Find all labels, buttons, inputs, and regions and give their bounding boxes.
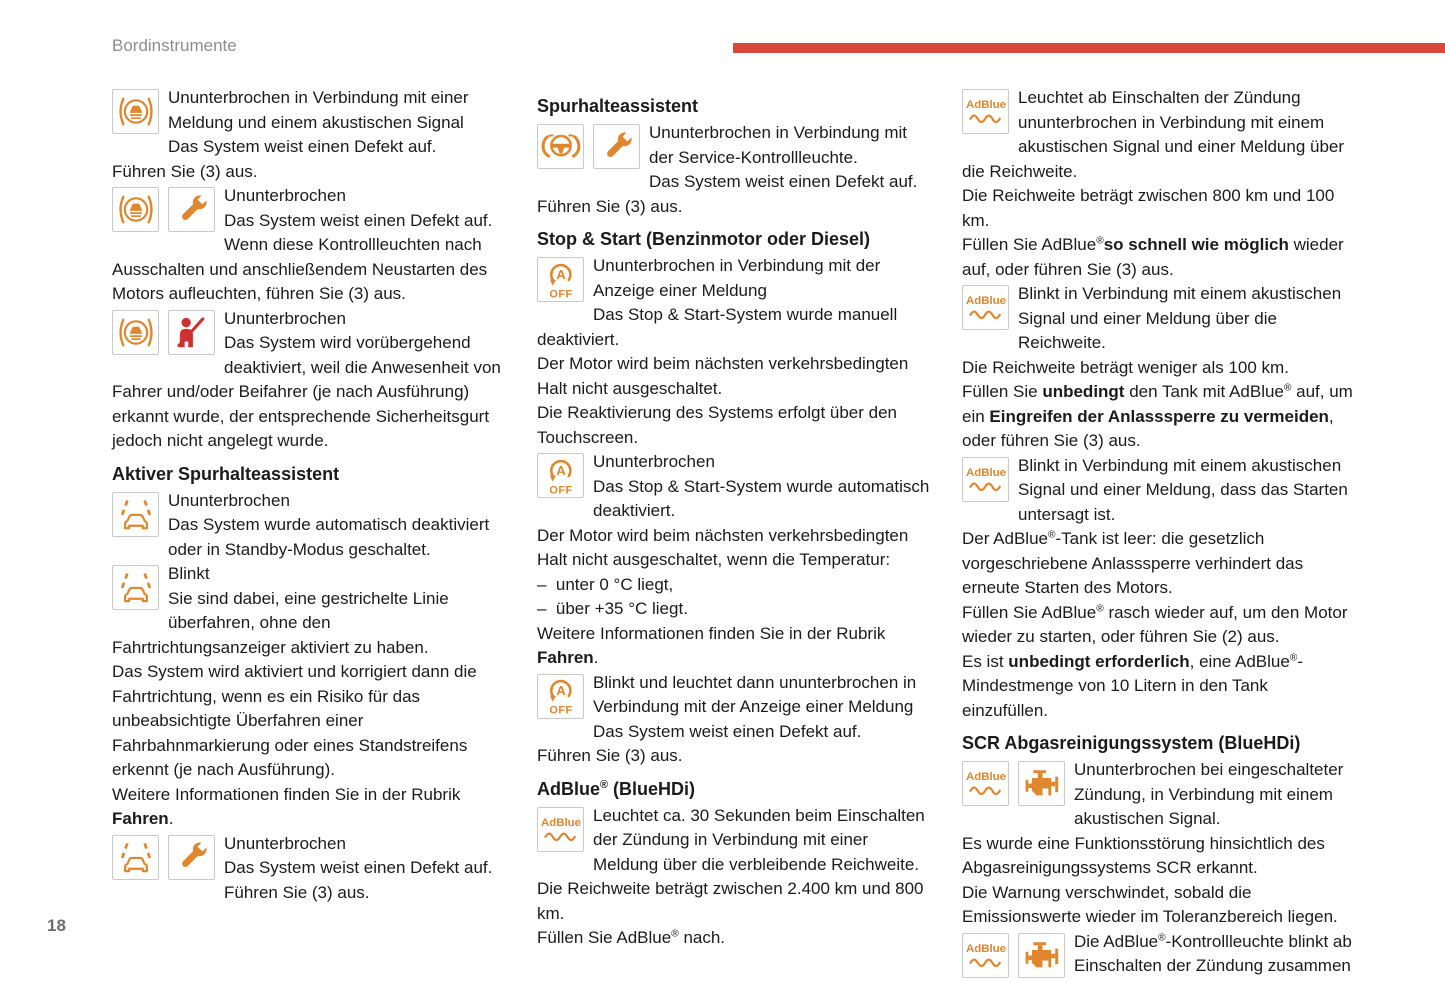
text-line: Das System weist einen Defekt auf. — [593, 721, 862, 741]
service-wrench-icon — [168, 835, 215, 880]
text-line: Blinkt — [168, 564, 210, 583]
text-line: Ununterbrochen — [224, 833, 346, 853]
text-line: Das System weist einen Defekt auf. — [649, 172, 918, 191]
adblue-icon — [962, 761, 1009, 806]
indicator-item — [537, 804, 933, 951]
section-heading: Stop & Start (Benzinmotor oder Diesel) — [537, 229, 871, 249]
text-line: Führen Sie (3) aus. — [537, 746, 683, 765]
text-line: Ununterbrochen — [168, 490, 290, 510]
text-line: Die Reichweite beträgt zwischen 2.400 km und 800 km. — [537, 879, 924, 923]
indicator-item — [537, 671, 933, 769]
engine-icon — [1018, 933, 1065, 978]
text-line: Es ist unbedingt erforderlich, eine AdBlue®-Mindestmenge von 10 Litern in den Tank einzufüllen. — [962, 651, 1304, 720]
text-line: Sie sind dabei, eine gestrichelte Linie überfahren, ohne den Fahrtrichtungsanzeiger aktiviert zu haben. — [112, 588, 449, 657]
text-line: Der Motor wird beim nächsten verkehrsbedingten Halt nicht ausgeschaltet, wenn die Temperatur: — [537, 525, 909, 569]
indicator-icon-group — [537, 674, 584, 719]
page-number: 18 — [47, 916, 66, 935]
text-line: Die Warnung verschwindet, sobald die Emissionswerte wieder im Toleranzbereich liegen. — [962, 882, 1338, 926]
lane-assist-icon — [112, 492, 159, 537]
indicator-item — [962, 282, 1358, 454]
svg-text:A: A — [555, 266, 566, 282]
page-title: Bordinstrumente — [112, 36, 237, 55]
stop-start-off-icon — [537, 257, 584, 302]
service-wrench-icon — [168, 187, 215, 232]
adblue-icon — [962, 457, 1009, 502]
indicator-icon-group — [112, 187, 215, 232]
brake-assist-icon — [112, 187, 159, 232]
text-line: Leuchtet ab Einschalten der Zündung ununterbrochen in Verbindung mit einem akustischen Signal und einer Meldung über die Reichweite. — [962, 88, 1345, 181]
text-line: Ununterbrochen — [593, 452, 715, 471]
text-line: Ununterbrochen bei eingeschalteter Zündung, in Verbindung mit einem akustischen Signal. — [1074, 760, 1344, 828]
text-line: Das System wurde automatisch deaktiviert oder in Standby-Modus geschaltet. — [168, 515, 490, 559]
text-line: – über +35 °C liegt. — [537, 599, 688, 618]
indicator-icon-group — [112, 492, 159, 537]
indicator-item — [112, 307, 508, 454]
text-line: Blinkt in Verbindung mit einem akustischen Signal und einer Meldung, dass das Starten untersagt ist. — [1018, 455, 1348, 524]
section-heading: Spurhalteassistent — [537, 96, 699, 116]
svg-text:AdBlue: AdBlue — [965, 942, 1006, 955]
indicator-icon-group — [962, 457, 1009, 502]
adblue-icon — [962, 933, 1009, 978]
text-line: Das System weist einen Defekt auf. — [224, 210, 493, 230]
svg-text:OFF: OFF — [548, 704, 573, 717]
text-line: Der AdBlue®-Tank ist leer: die gesetzlich vorgeschriebene Anlasssperre verhindert das erneute Starten des Motors. — [962, 529, 1304, 597]
lane-assist-icon — [112, 835, 159, 880]
text-line: Leuchtet ca. 30 Sekunden beim Einschalten der Zündung in Verbindung mit einer Meldung über die verbleibende Reichweite. — [593, 805, 925, 874]
indicator-icon-group — [537, 124, 640, 169]
text-line: Das System wird aktiviert und korrigiert dann die Fahrtrichtung, wenn es ein Risiko für das unbeabsichtigte Überfahren einer Fahrbahnmarkierung oder eines Standstreifens erkennt (je nach Ausführung). — [112, 662, 477, 779]
text-line: Führen Sie (3) aus. — [224, 882, 370, 902]
indicator-item — [112, 86, 508, 184]
text-line: Weitere Informationen finden Sie in der Rubrik Fahren. — [112, 784, 461, 828]
section-heading: SCR Abgasreinigungssystem (BlueHDi) — [962, 733, 1301, 753]
text-line: Füllen Sie AdBlue® rasch wieder auf, um den Motor wieder zu starten, oder führen Sie (2) aus. — [962, 602, 1348, 646]
text-line: Das System weist einen Defekt auf. — [168, 137, 437, 156]
column-3 — [962, 86, 1358, 981]
engine-icon — [1018, 761, 1065, 806]
indicator-item — [112, 184, 508, 307]
text-line: Die Reaktivierung des Systems erfolgt über den Touchscreen. — [537, 403, 898, 447]
indicator-icon-group — [112, 835, 215, 880]
svg-text:AdBlue: AdBlue — [965, 294, 1006, 307]
text-line: Füllen Sie unbedingt den Tank mit AdBlue® auf, um ein Eingreifen der Anlasssperre zu vermeiden, oder führen Sie (3) aus. — [962, 382, 1353, 450]
service-wrench-icon — [593, 124, 640, 169]
text-line: Ununterbrochen — [224, 308, 346, 328]
column-1 — [112, 86, 508, 905]
steering-assist-icon — [537, 124, 584, 169]
indicator-item — [962, 454, 1358, 724]
svg-text:AdBlue: AdBlue — [540, 816, 581, 829]
indicator-item — [962, 86, 1358, 282]
text-line: Ununterbrochen in Verbindung mit einer Meldung und einem akustischen Signal — [168, 88, 469, 132]
text-line: Die Reichweite beträgt weniger als 100 km. — [962, 357, 1289, 377]
text-line: Ununterbrochen in Verbindung mit der Anzeige einer Meldung — [593, 256, 881, 300]
indicator-icon-group — [962, 933, 1065, 978]
adblue-icon — [962, 89, 1009, 134]
indicator-item — [962, 930, 1358, 981]
seatbelt-reminder-icon — [168, 310, 215, 355]
svg-text:AdBlue: AdBlue — [965, 98, 1006, 111]
text-line: Wenn diese Kontrollleuchten nach Ausschalten und anschließendem Neustarten des Motors aufleuchten, führen Sie (3) aus. — [112, 235, 488, 303]
indicator-icon-group — [962, 761, 1065, 806]
indicator-icon-group — [112, 310, 215, 355]
indicator-item — [112, 489, 508, 563]
svg-text:AdBlue: AdBlue — [965, 770, 1006, 783]
indicator-item — [537, 121, 933, 219]
section-heading: AdBlue® (BlueHDi) — [537, 778, 695, 799]
adblue-icon — [537, 807, 584, 852]
indicator-item — [112, 832, 508, 906]
text-line: Der Motor wird beim nächsten verkehrsbedingten Halt nicht ausgeschaltet. — [537, 354, 909, 398]
svg-text:OFF: OFF — [548, 287, 573, 300]
text-line: Weitere Informationen finden Sie in der Rubrik Fahren. — [537, 623, 886, 667]
indicator-icon-group — [537, 807, 584, 852]
text-line: Es wurde eine Funktionsstörung hinsichtlich des Abgasreinigungssystems SCR erkannt. — [962, 833, 1325, 877]
text-line: Blinkt und leuchtet dann ununterbrochen in Verbindung mit der Anzeige einer Meldung — [593, 672, 917, 716]
lane-assist-icon — [112, 565, 159, 610]
text-line: Die Reichweite beträgt zwischen 800 km und 100 km. — [962, 186, 1335, 230]
text-line: Das Stop & Start-System wurde manuell deaktiviert. — [537, 305, 898, 349]
svg-text:A: A — [555, 683, 566, 699]
text-line: Ununterbrochen — [224, 186, 346, 205]
indicator-icon-group — [112, 89, 159, 134]
content-columns — [112, 86, 1358, 981]
svg-text:A: A — [555, 462, 566, 478]
indicator-item — [537, 254, 933, 450]
indicator-item — [112, 562, 508, 832]
adblue-icon — [962, 285, 1009, 330]
text-line: Füllen Sie AdBlue® nach. — [537, 928, 726, 947]
indicator-icon-group — [537, 257, 584, 302]
brake-assist-icon — [112, 89, 159, 134]
indicator-item — [537, 450, 933, 671]
indicator-icon-group — [537, 453, 584, 498]
indicator-icon-group — [962, 285, 1009, 330]
svg-text:AdBlue: AdBlue — [965, 466, 1006, 479]
text-line: Ununterbrochen in Verbindung mit der Service-Kontrollleuchte. — [649, 123, 907, 167]
indicator-icon-group — [962, 89, 1009, 134]
text-line: Füllen Sie AdBlue®so schnell wie möglich wieder auf, oder führen Sie (3) aus. — [962, 235, 1344, 279]
svg-text:OFF: OFF — [548, 483, 573, 496]
indicator-item — [962, 758, 1358, 930]
stop-start-off-icon — [537, 453, 584, 498]
brake-assist-icon — [112, 310, 159, 355]
stop-start-off-icon — [537, 674, 584, 719]
indicator-icon-group — [112, 565, 159, 610]
text-line: – unter 0 °C liegt, — [537, 574, 674, 594]
section-heading: Aktiver Spurhalteassistent — [112, 463, 340, 484]
text-line: Führen Sie (3) aus. — [112, 161, 258, 181]
text-line: Das Stop & Start-System wurde automatisch deaktiviert. — [593, 476, 930, 520]
text-line: Das System weist einen Defekt auf. — [224, 858, 493, 877]
header-accent-bar — [733, 43, 1445, 53]
text-line: Führen Sie (3) aus. — [537, 196, 683, 216]
text-line: Das System wird vorübergehend deaktiviert, weil die Anwesenheit von Fahrer und/oder Beifahrer (je nach Ausführung) erkannt wurde, der entsprechende Sicherheitsgurt jedoch nicht angelegt wurde. — [112, 333, 501, 450]
text-line: Blinkt in Verbindung mit einem akustischen Signal und einer Meldung über die Reichweite. — [1018, 284, 1342, 352]
text-line: Die AdBlue®-Kontrollleuchte blinkt ab Einschalten der Zündung zusammen — [1074, 931, 1352, 975]
column-2 — [537, 86, 933, 951]
